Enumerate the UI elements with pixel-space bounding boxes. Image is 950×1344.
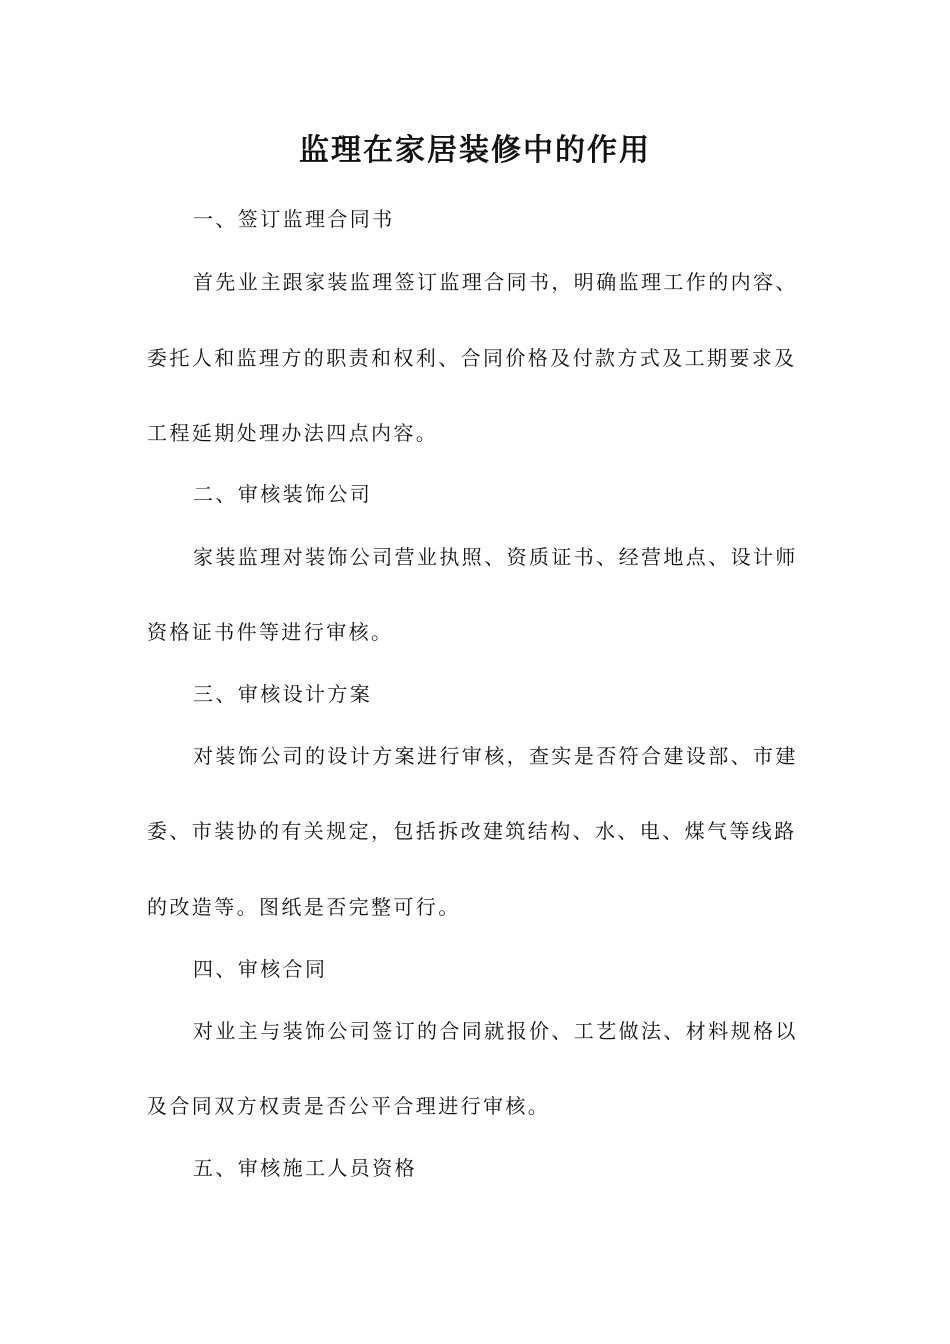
section-heading: 五、审核施工人员资格 bbox=[193, 1156, 417, 1180]
section-heading: 一、签订监理合同书 bbox=[193, 207, 395, 231]
paragraph-line: 首先业主跟家装监理签订监理合同书，明确监理工作的内容、 bbox=[193, 270, 798, 294]
section-heading: 四、审核合同 bbox=[193, 957, 328, 981]
paragraph-line: 及合同双方权责是否公平合理进行审核。 bbox=[147, 1094, 551, 1118]
section-heading: 三、审核设计方案 bbox=[193, 682, 373, 706]
paragraph-line: 家装监理对装饰公司营业执照、资质证书、经营地点、设计师 bbox=[193, 545, 798, 569]
paragraph-line: 委、市装协的有关规定，包括拆改建筑结构、水、电、煤气等线路 bbox=[147, 819, 797, 843]
paragraph-line: 的改造等。图纸是否完整可行。 bbox=[147, 895, 461, 919]
paragraph-line: 对业主与装饰公司签订的合同就报价、工艺做法、材料规格以 bbox=[193, 1019, 798, 1043]
paragraph-line: 资格证书件等进行审核。 bbox=[147, 620, 394, 644]
section-heading: 二、审核装饰公司 bbox=[193, 482, 373, 506]
paragraph-line: 委托人和监理方的职责和权利、合同价格及付款方式及工期要求及 bbox=[147, 346, 797, 370]
page-title: 监理在家居装修中的作用 bbox=[299, 133, 651, 168]
paragraph-line: 工程延期处理办法四点内容。 bbox=[147, 421, 439, 445]
paragraph-line: 对装饰公司的设计方案进行审核，查实是否符合建设部、市建 bbox=[193, 744, 798, 768]
